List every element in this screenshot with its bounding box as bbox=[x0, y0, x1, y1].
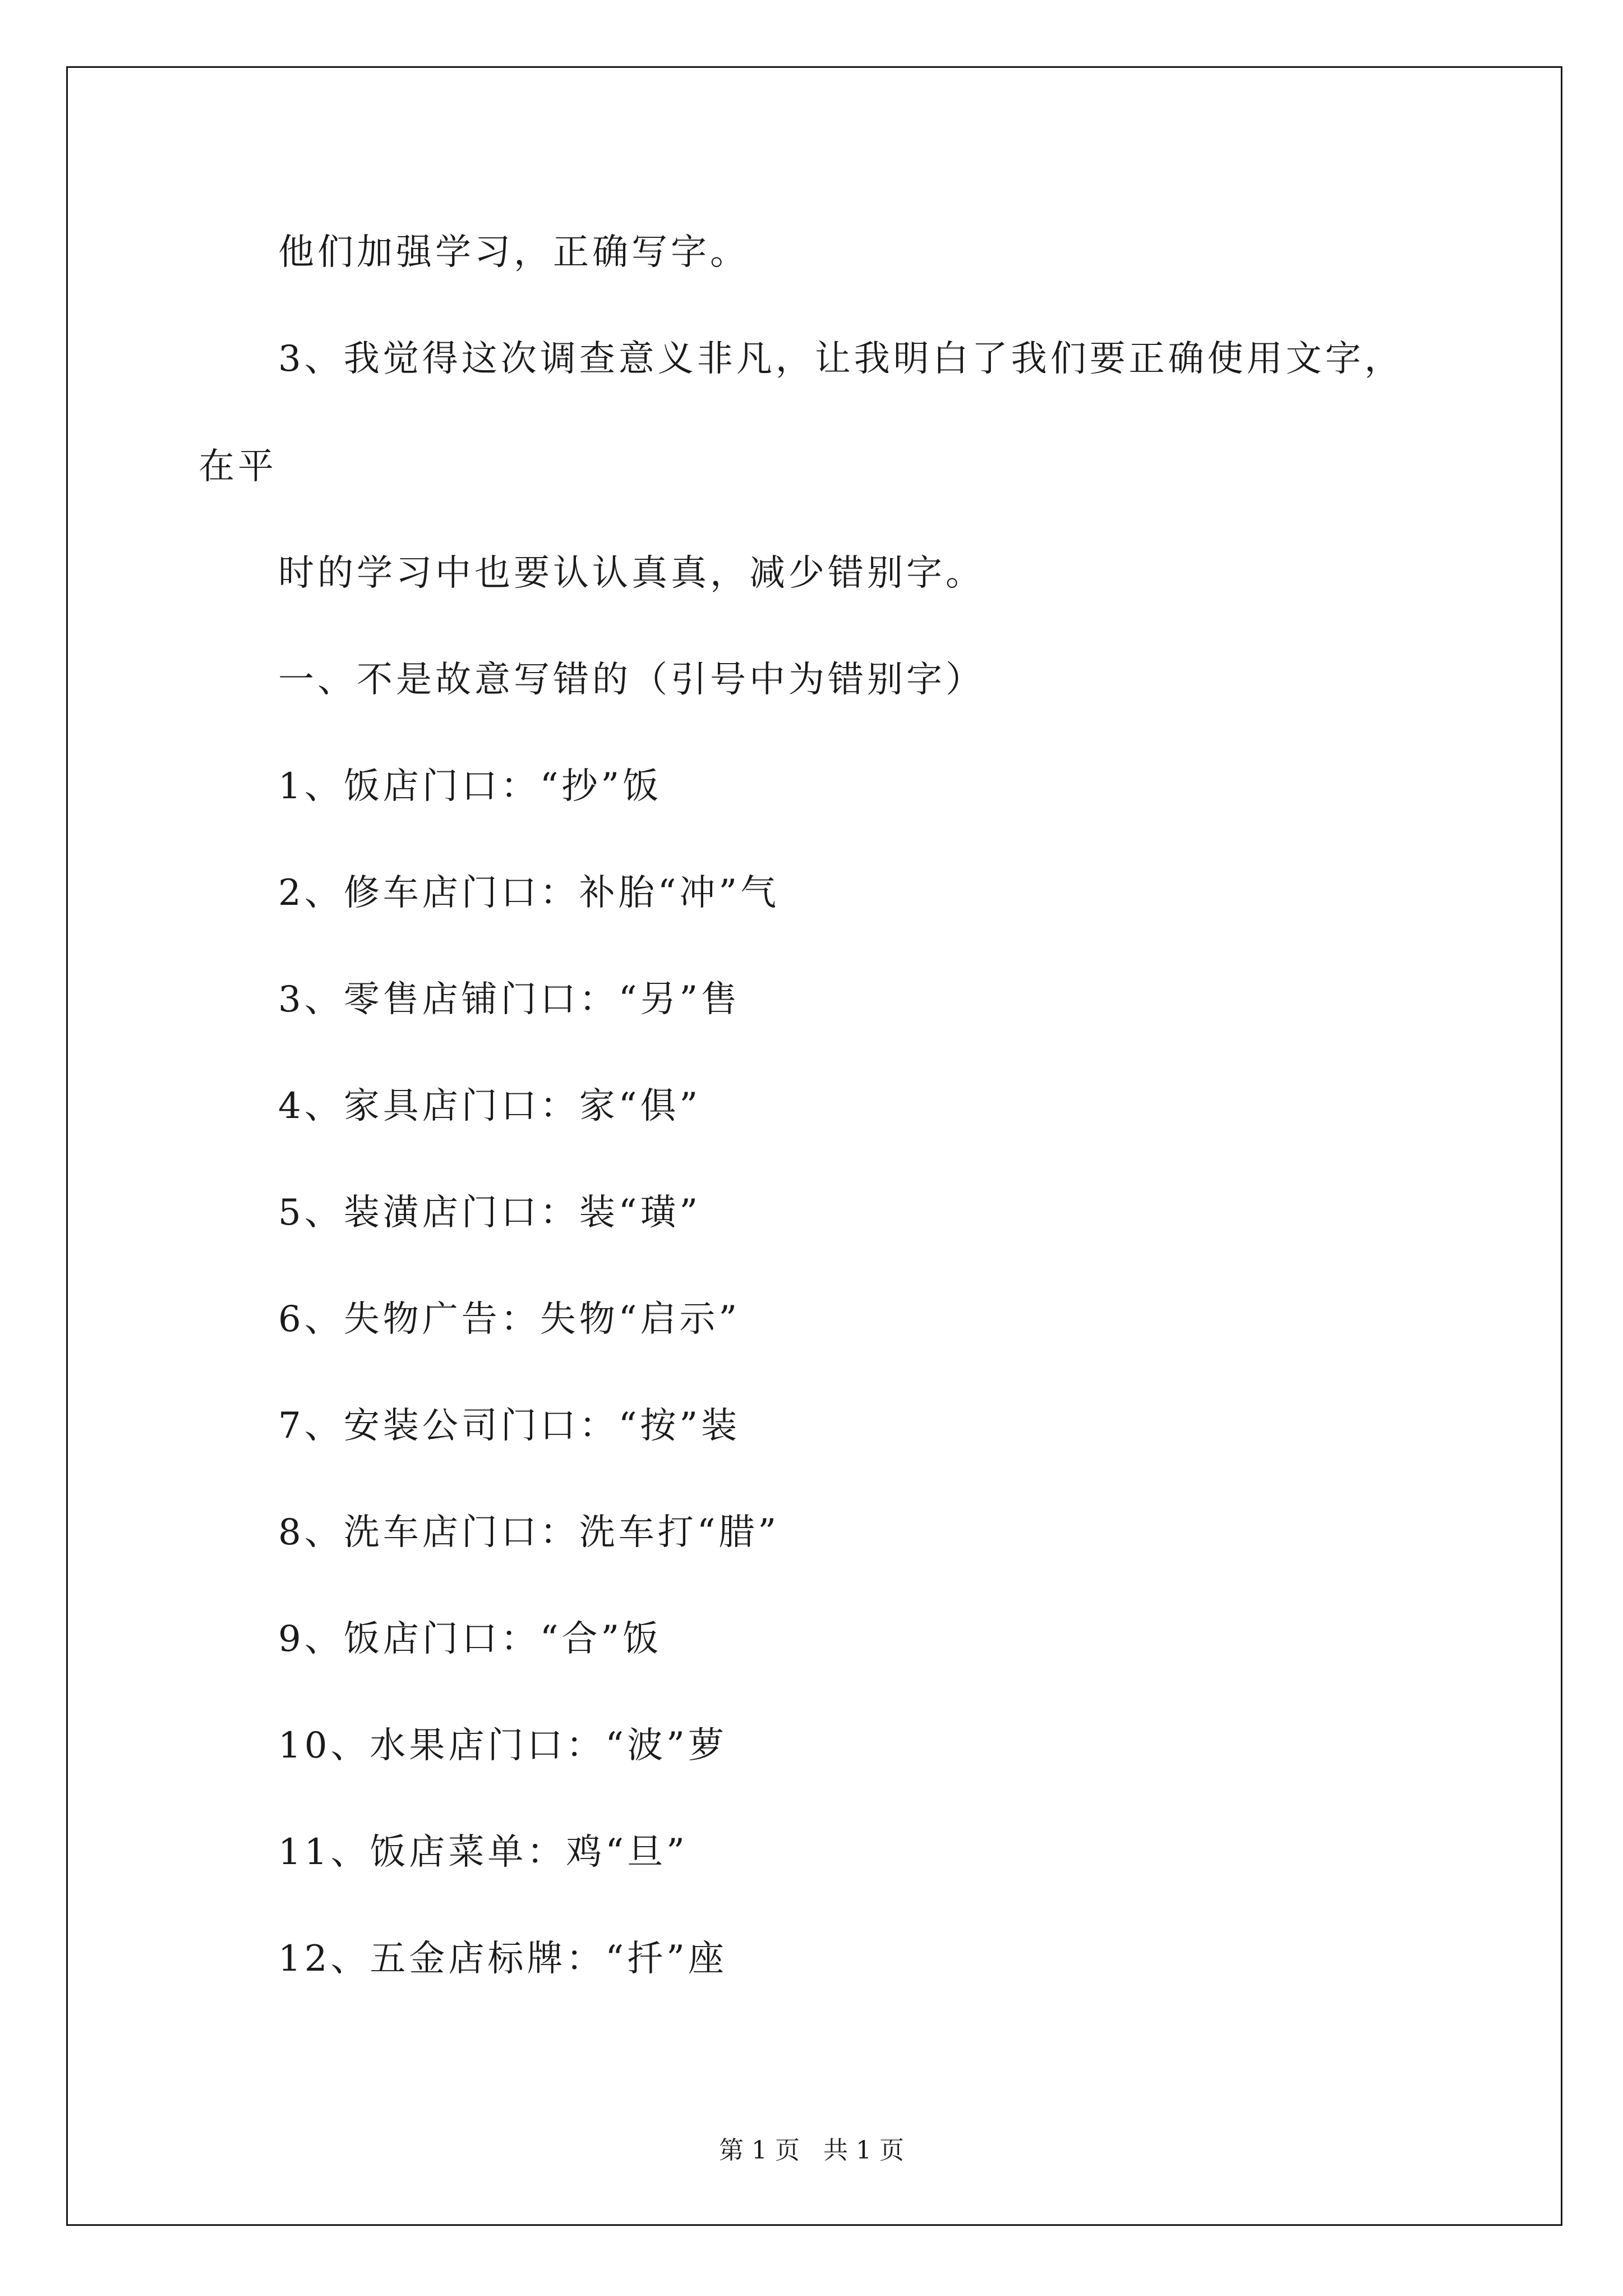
list-item: 6、失物广告：失物“启示” bbox=[278, 1299, 741, 1340]
list-item: 2、修车店门口：补胎“冲”气 bbox=[278, 872, 780, 914]
paragraph-line: 在平 bbox=[199, 446, 277, 487]
list-item: 11、饭店菜单：鸡“旦” bbox=[278, 1832, 688, 1873]
list-item: 4、家具店门口：家“俱” bbox=[278, 1085, 702, 1127]
section-heading: 一、不是故意写错的（引号中为错别字） bbox=[278, 659, 985, 701]
list-item: 10、水果店门口：“波”萝 bbox=[278, 1725, 727, 1766]
list-item: 3、零售店铺门口：“另”售 bbox=[278, 979, 741, 1020]
page-number-footer: 第 1 页 共 1 页 bbox=[719, 2136, 904, 2165]
list-item: 1、饭店门口：“抄”饭 bbox=[278, 766, 662, 807]
list-item: 5、装潢店门口：装“璜” bbox=[278, 1192, 702, 1234]
paragraph-line: 3、我觉得这次调查意义非凡，让我明白了我们要正确使用文字， bbox=[278, 338, 1404, 380]
list-item: 12、五金店标牌：“扦”座 bbox=[278, 1938, 727, 1980]
list-item: 7、安装公司门口：“按”装 bbox=[278, 1405, 741, 1447]
paragraph-line: 他们加强学习，正确写字。 bbox=[278, 232, 749, 273]
page-border bbox=[66, 66, 1562, 2226]
paragraph-line: 时的学习中也要认认真真，减少错别字。 bbox=[278, 553, 985, 594]
list-item: 8、洗车店门口：洗车打“腊” bbox=[278, 1512, 780, 1553]
list-item: 9、饭店门口：“合”饭 bbox=[278, 1618, 662, 1660]
